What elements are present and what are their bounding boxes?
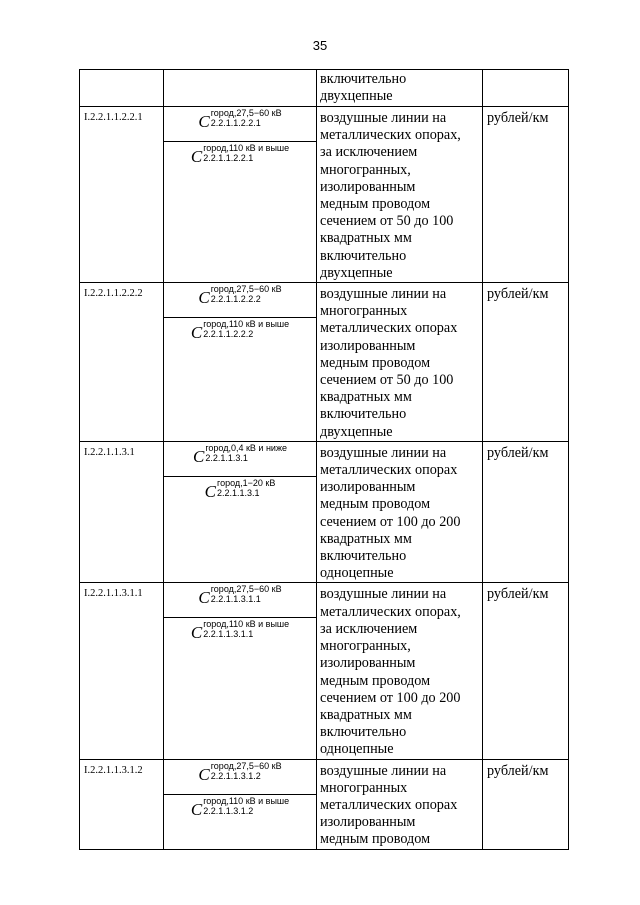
table-row: [80, 583, 569, 759]
description-line: одноцепные: [320, 565, 394, 582]
description-cell: [317, 441, 483, 583]
unit-label: рублей/км: [487, 110, 549, 126]
code-cell: [80, 107, 164, 283]
coefficient-superscript: город,1−20 кВ: [216, 477, 276, 488]
description-line: квадратных мм: [320, 230, 412, 247]
description-line: сечением от 100 до 200: [320, 513, 461, 530]
description-line: металлических опорах,: [320, 603, 461, 620]
coefficient-superscript: город,0,4 кВ и ниже: [205, 442, 287, 453]
description-line: за исключением: [320, 620, 418, 637]
description-line: многогранных,: [320, 161, 411, 178]
description-line: двухцепные: [320, 88, 393, 105]
description-line: воздушные линии на: [320, 286, 447, 303]
coefficient-symbol: C: [198, 112, 210, 131]
description-line: воздушные линии на: [320, 110, 447, 126]
table-row: [80, 759, 569, 849]
coefficient-formula: [164, 583, 316, 617]
continuation-row: [80, 70, 569, 107]
unit-label: рублей/км: [487, 762, 549, 779]
description-line: медным проводом: [320, 354, 431, 371]
coefficient-superscript: город,27,5−60 кВ: [210, 284, 282, 295]
description-cell: [317, 70, 483, 107]
unit-cell: [483, 441, 569, 583]
row-code: I.2.2.1.1.3.1: [84, 446, 135, 458]
description-line: изолированным: [320, 479, 416, 496]
coefficient-superscript: город,27,5−60 кВ: [210, 584, 282, 595]
coefficient-cell: [164, 759, 317, 849]
description-line: изолированным: [320, 178, 416, 195]
unit-label: рублей/км: [487, 586, 549, 603]
coefficient-subscript: 2.2.1.1.2.2.2: [203, 329, 254, 340]
coefficient-formula: [164, 442, 316, 476]
tariff-table: [79, 69, 569, 850]
coefficient-superscript: город,110 кВ и выше: [203, 619, 290, 630]
description-line: воздушные линии на: [320, 586, 447, 603]
coefficient-subscript: 2.2.1.1.3.1.2: [210, 770, 261, 781]
table-row: [80, 107, 569, 283]
coefficient-symbol: C: [198, 764, 210, 784]
coefficient-formula: [164, 107, 316, 141]
description-line: квадратных мм: [320, 530, 412, 547]
description-line: металлических опорах: [320, 320, 458, 337]
description-line: воздушные линии на: [320, 444, 447, 461]
coefficient-formula: [164, 317, 316, 352]
description-line: квадратных мм: [320, 389, 412, 406]
page-number: 35: [312, 38, 328, 53]
coefficient-symbol: C: [190, 623, 203, 643]
unit-cell: [483, 107, 569, 283]
coefficient-symbol: C: [198, 288, 210, 308]
table-row: [80, 283, 569, 442]
code-cell: [80, 759, 164, 849]
coefficient-subscript: 2.2.1.1.3.1.1: [210, 594, 261, 605]
unit-cell: [483, 583, 569, 759]
coefficient-formula: [164, 794, 316, 829]
coefficient-superscript: город,27,5−60 кВ: [210, 108, 282, 118]
coefficient-cell: [164, 283, 317, 442]
description-line: двухцепные: [320, 423, 393, 440]
coefficient-subscript: 2.2.1.1.3.1: [216, 487, 260, 498]
row-code: I.2.2.1.1.2.2.2: [84, 288, 143, 300]
description-line: за исключением: [320, 144, 418, 161]
description-line: включительно: [320, 548, 407, 565]
coefficient-formula: [164, 141, 316, 176]
coefficient-formula: [164, 283, 316, 317]
coefficient-symbol: C: [190, 147, 203, 166]
coefficient-subscript: 2.2.1.1.2.2.1: [210, 118, 261, 128]
unit-label: рублей/км: [487, 286, 549, 303]
unit-label: рублей/км: [487, 444, 549, 461]
coefficient-symbol: C: [192, 446, 205, 466]
description-line: металлических опорах: [320, 462, 458, 479]
coefficient-symbol: C: [204, 481, 216, 501]
coefficient-formula: [164, 476, 316, 511]
description-line: многогранных: [320, 779, 408, 796]
code-cell: [80, 441, 164, 583]
description-line: изолированным: [320, 655, 416, 672]
coefficient-subscript: 2.2.1.1.3.1.1: [203, 629, 254, 640]
unit-cell: [483, 70, 569, 107]
description-cell: [317, 583, 483, 759]
code-cell: [80, 70, 164, 107]
coefficient-formula: [164, 760, 316, 794]
coefficient-symbol: C: [198, 588, 210, 608]
description-line: одноцепные: [320, 741, 394, 758]
code-cell: [80, 583, 164, 759]
coefficient-superscript: город,110 кВ и выше: [203, 319, 290, 330]
description-cell: [317, 759, 483, 849]
description-line: двухцепные: [320, 264, 393, 281]
description-line: медным проводом: [320, 831, 431, 848]
coefficient-subscript: 2.2.1.1.2.2.2: [210, 294, 261, 305]
description-line: многогранных,: [320, 638, 411, 655]
coefficient-superscript: город,110 кВ и выше: [203, 795, 290, 806]
description-line: включительно: [320, 724, 407, 741]
description-line: медным проводом: [320, 672, 431, 689]
description-line: включительно: [320, 406, 407, 423]
description-line: включительно: [320, 247, 407, 264]
description-line: изолированным: [320, 337, 416, 354]
description-line: включительно: [320, 71, 407, 87]
description-line: сечением от 50 до 100: [320, 372, 454, 389]
description-line: сечением от 50 до 100: [320, 213, 454, 230]
table-row: [80, 441, 569, 583]
row-code: I.2.2.1.1.3.1.2: [84, 764, 143, 776]
coefficient-cell: [164, 70, 317, 107]
row-code: I.2.2.1.1.2.2.1: [84, 112, 143, 123]
description-line: сечением от 100 до 200: [320, 689, 461, 706]
coefficient-subscript: 2.2.1.1.2.2.1: [203, 153, 254, 163]
description-line: многогранных: [320, 303, 408, 320]
coefficient-symbol: C: [190, 323, 203, 343]
coefficient-subscript: 2.2.1.1.3.1.2: [203, 805, 254, 816]
description-line: изолированным: [320, 814, 416, 831]
description-line: медным проводом: [320, 196, 431, 213]
unit-cell: [483, 759, 569, 849]
description-line: воздушные линии на: [320, 762, 447, 779]
row-code: I.2.2.1.1.3.1.1: [84, 588, 143, 600]
coefficient-superscript: город,27,5−60 кВ: [210, 760, 282, 771]
coefficient-cell: [164, 107, 317, 283]
code-cell: [80, 283, 164, 442]
coefficient-symbol: C: [190, 799, 203, 819]
coefficient-superscript: город,110 кВ и выше: [203, 143, 290, 153]
description-line: металлических опорах: [320, 796, 458, 813]
coefficient-formula: [164, 617, 316, 652]
coefficient-subscript: 2.2.1.1.3.1: [205, 452, 248, 463]
coefficient-cell: [164, 583, 317, 759]
description-cell: [317, 107, 483, 283]
description-cell: [317, 283, 483, 442]
unit-cell: [483, 283, 569, 442]
description-line: металлических опорах,: [320, 127, 461, 144]
coefficient-cell: [164, 441, 317, 583]
description-line: медным проводом: [320, 496, 431, 513]
description-line: квадратных мм: [320, 706, 412, 723]
